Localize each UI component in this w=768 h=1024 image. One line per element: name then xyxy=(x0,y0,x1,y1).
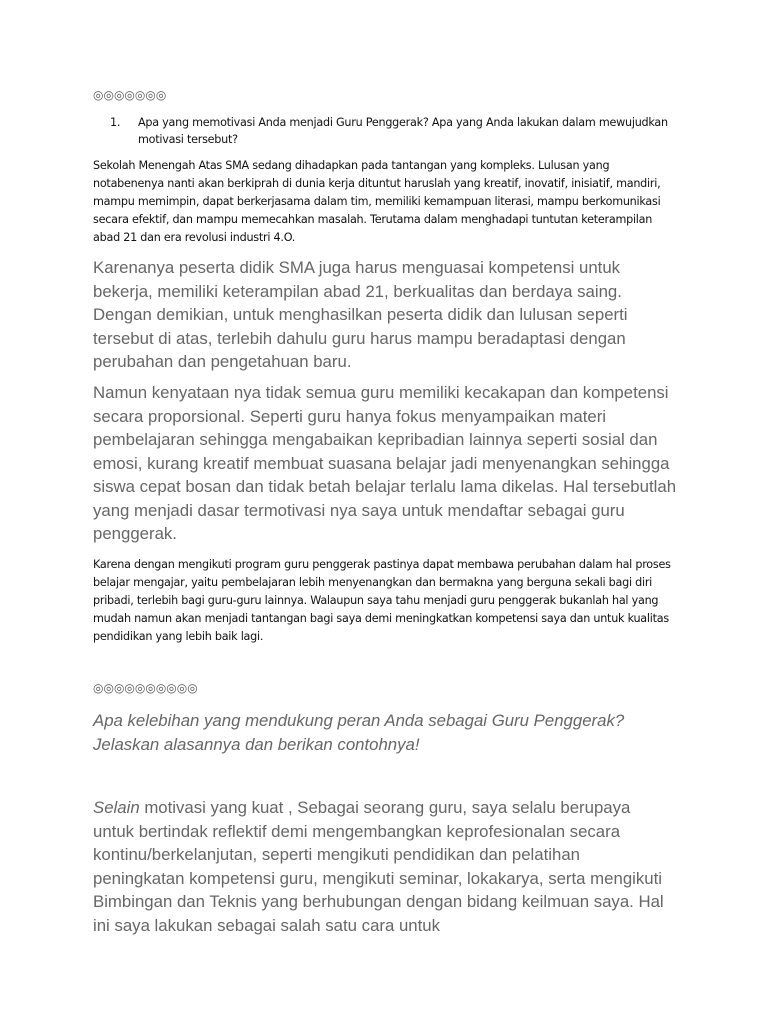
question-2-text: Apa kelebihan yang mendukung peran Anda sebagai Guru Penggerak? Jelaskan alasannya dan berikan contohnya! xyxy=(93,711,625,754)
answer-1-paragraph-3: Namun kenyataan nya tidak semua guru memiliki kecakapan dan kompetensi secara proporsional. Seperti guru hanya fokus menyampaikan materi pembelajaran sehingga mengabaikan kepribadian lainnya seperti sosial dan emosi, kurang kreatif membuat suasana belajar jadi menyenangkan sehingga siswa cepat bosan dan tidak betah belajar terlalu lama dikelas. Hal tersebutlah yang menjadi dasar termotivasi nya saya untuk mendaftar sebagai guru penggerak. xyxy=(93,383,677,543)
answer-1-paragraph-4: Karena dengan mengikuti program guru penggerak pastinya dapat membawa perubahan dalam hal proses belajar mengajar, yaitu pembelajaran lebih menyenangkan dan bermakna yang berguna sekali bagi diri pribadi, terlebih bagi guru-guru lainnya. Walaupun saya tahu menjadi guru penggerak bukanlah hal yang mudah namun akan menjadi tantangan bagi saya demi meningkatkan kompetensi saya dan untuk kualitas pendidikan yang lebih baik lagi. xyxy=(93,558,671,643)
answer-1-paragraph-2: Karenanya peserta didik SMA juga harus menguasai kompetensi untuk bekerja, memiliki keterampilan abad 21, berkualitas dan berdaya saing. Dengan demikian, untuk menghasilkan peserta didik dan lulusan seperti tersebut di atas, terlebih dahulu guru harus mampu beradaptasi dengan perubahan dan pengetahuan baru. xyxy=(93,258,628,371)
question-1-number: 1. xyxy=(110,116,121,129)
section-2-header-glyphs: ◎◎◎◎◎◎◎◎◎◎ xyxy=(93,681,198,695)
section-1-header-glyphs: ◎◎◎◎◎◎◎ xyxy=(93,88,167,102)
answer-1-paragraph-1: Sekolah Menengah Atas SMA sedang dihadapkan pada tantangan yang kompleks. Lulusan yang notabenenya nanti akan berkiprah di dunia kerja dituntut haruslah yang kreatif, inovatif, inisiatif, mandiri, mampu memimpin, dapat berkerjasama dalam tim, memiliki kemampuan literasi, mampu berkomunikasi secara efektif, dan mampu memecahkan masalah. Terutama dalam menghadapi tuntutan keterampilan abad 21 dan era revolusi industri 4.O. xyxy=(93,159,661,244)
answer-2-body: motivasi yang kuat , Sebagai seorang guru, saya selalu berupaya untuk bertindak reflektif demi mengembangkan keprofesionalan secara kontinu/berkelanjutan, seperti mengikuti pendidikan dan pelatihan peningkatan kompetensi guru, mengikuti seminar, lokakarya, serta mengikuti Bimbingan dan Teknis yang berhubungan dengan bidang keilmuan saya. Hal ini saya lakukan sebagai salah satu cara untuk xyxy=(93,798,664,935)
answer-2-paragraph xyxy=(93,796,673,937)
answer-2-lead-word: Selain xyxy=(93,798,140,817)
question-1-text: Apa yang memotivasi Anda menjadi Guru Penggerak? Apa yang Anda lakukan dalam mewujudkan motivasi tersebut? xyxy=(138,116,668,146)
question-1 xyxy=(110,114,670,150)
